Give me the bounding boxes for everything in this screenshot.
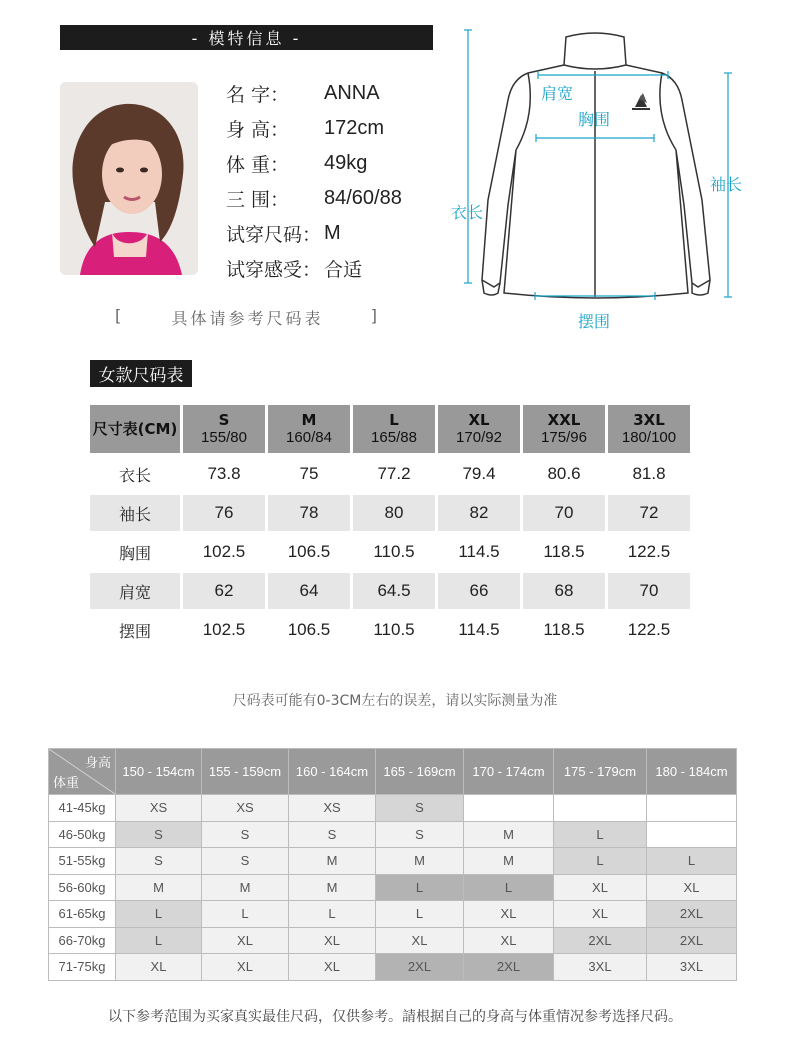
- size-cell: 102.5: [202, 620, 246, 639]
- model-photo: [60, 82, 198, 275]
- model-name-label: 名 字：: [226, 83, 290, 106]
- sleeve-length-label: 袖长: [710, 175, 743, 194]
- size-col-l-spec: 165/88: [371, 429, 417, 446]
- model-measurements-label: 三 围：: [226, 188, 290, 211]
- model-fit-feeling-value: 合适: [324, 258, 363, 281]
- hw-cell: XL: [554, 901, 647, 928]
- model-measurements-value: 84/60/88: [324, 186, 402, 209]
- hw-cell: XL: [376, 927, 464, 954]
- hw-height-col: 180 - 184cm: [647, 749, 737, 795]
- hw-cell: L: [116, 927, 202, 954]
- hw-cell: 2XL: [647, 901, 737, 928]
- model-height-row: [226, 114, 384, 142]
- hw-cell: S: [116, 821, 202, 848]
- size-table-header-row: [90, 405, 690, 453]
- hw-cell: 3XL: [554, 954, 647, 981]
- reference-disclaimer: 以下参考范围为买家真实最佳尺码，仅供参考。請根据自己的身高与体重情况参考选择尺码。: [108, 1009, 682, 1025]
- hem-label: 摆围: [578, 312, 611, 331]
- size-cell: 72: [608, 495, 690, 531]
- hw-weight-label: 71-75kg: [49, 954, 116, 981]
- hw-cell: M: [202, 874, 289, 901]
- size-col-xxl-spec: 175/96: [541, 429, 587, 446]
- model-weight-value: 49kg: [324, 151, 368, 174]
- model-fit-feeling-label: 试穿感受：: [226, 258, 322, 281]
- hw-cell: XS: [202, 795, 289, 822]
- hw-height-col: 170 - 174cm: [464, 749, 554, 795]
- size-cell: 77.2: [377, 464, 411, 483]
- hw-table-body: [49, 795, 737, 981]
- measurement-error-note: 尺码表可能有0-3CM左右的误差，请以实际测量为准: [232, 693, 558, 709]
- size-row-label: 肩宽: [90, 573, 180, 609]
- hw-height-col: 165 - 169cm: [376, 749, 464, 795]
- model-info-title: - 模特信息 -: [191, 29, 302, 48]
- size-cell: 114.5: [458, 620, 500, 639]
- size-cell: 122.5: [627, 620, 671, 639]
- size-col-l: [353, 405, 435, 453]
- hw-cell: 2XL: [647, 927, 737, 954]
- model-trial-size-row: [226, 219, 341, 247]
- model-trial-size-label: 试穿尺码：: [226, 223, 322, 246]
- size-col-l-name: L: [389, 411, 399, 429]
- hw-row: [49, 795, 737, 822]
- size-cell: 64: [268, 573, 350, 609]
- hw-row: [49, 874, 737, 901]
- brand-logo-icon: [632, 93, 650, 110]
- size-row-length: [90, 456, 690, 492]
- size-row-label: 胸围: [118, 543, 151, 563]
- hw-cell: XL: [464, 901, 554, 928]
- hw-cell: XL: [464, 927, 554, 954]
- hw-cell: S: [376, 821, 464, 848]
- size-row-label: 摆围: [118, 621, 151, 641]
- hw-cell: [647, 795, 737, 822]
- model-height-label: 身 高：: [226, 118, 290, 141]
- hw-cell: L: [116, 901, 202, 928]
- hw-cell: M: [464, 848, 554, 875]
- hw-cell: XL: [647, 874, 737, 901]
- hw-cell: 2XL: [464, 954, 554, 981]
- hw-weight-label: 61-65kg: [49, 901, 116, 928]
- hw-row: [49, 954, 737, 981]
- size-cell: 81.8: [632, 464, 666, 483]
- size-cell: 106.5: [287, 542, 331, 561]
- model-info-banner: [60, 25, 433, 50]
- height-weight-table: [48, 748, 737, 981]
- size-cell: 118.5: [543, 542, 585, 561]
- size-cell: 66: [438, 573, 520, 609]
- hw-cell: M: [289, 848, 376, 875]
- women-size-table-tag: [90, 360, 192, 387]
- size-reference-caption: [115, 306, 380, 329]
- size-cell: 75: [299, 464, 319, 483]
- hw-cell: [647, 821, 737, 848]
- size-col-3xl-spec: 180/100: [621, 429, 677, 446]
- hw-cell: [464, 795, 554, 822]
- hw-corner-cell: [49, 749, 116, 795]
- hw-cell: S: [376, 795, 464, 822]
- size-reference-open-bracket: [: [115, 306, 125, 325]
- size-col-xxl: [523, 405, 605, 453]
- size-cell: 110.5: [373, 542, 415, 561]
- model-trial-size-value: M: [324, 221, 341, 244]
- size-cell: 70: [608, 573, 690, 609]
- hw-cell: 2XL: [376, 954, 464, 981]
- hw-cell: S: [289, 821, 376, 848]
- size-col-s: [183, 405, 265, 453]
- size-cell: 118.5: [543, 620, 585, 639]
- size-col-xl-name: XL: [468, 411, 490, 429]
- size-col-m-spec: 160/84: [286, 429, 332, 446]
- hw-weight-label: 56-60kg: [49, 874, 116, 901]
- size-row-label: 衣长: [118, 465, 151, 485]
- model-weight-row: [226, 149, 367, 177]
- size-cell: 62: [183, 573, 265, 609]
- measurement-lines: [464, 30, 732, 300]
- hw-cell: L: [647, 848, 737, 875]
- hw-cell: XL: [289, 927, 376, 954]
- model-fit-feeling-row: [226, 254, 362, 282]
- size-cell: 122.5: [627, 542, 671, 561]
- hw-weight-label: 41-45kg: [49, 795, 116, 822]
- size-cell: 106.5: [287, 620, 331, 639]
- jacket-outline: [482, 33, 710, 298]
- hw-weight-label: 51-55kg: [49, 848, 116, 875]
- size-table-corner: 尺寸表(CM): [90, 405, 180, 453]
- chest-label: 胸围: [578, 110, 611, 129]
- hw-cell: M: [464, 821, 554, 848]
- model-weight-label: 体 重：: [226, 153, 290, 176]
- hw-cell: L: [376, 874, 464, 901]
- hw-height-col: 175 - 179cm: [554, 749, 647, 795]
- hw-cell: L: [202, 901, 289, 928]
- hw-height-col: 150 - 154cm: [116, 749, 202, 795]
- hw-row: [49, 848, 737, 875]
- size-cell: 80: [353, 495, 435, 531]
- women-size-table-title: 女款尺码表: [98, 366, 184, 386]
- size-cell: 82: [438, 495, 520, 531]
- hw-cell: L: [464, 874, 554, 901]
- size-row-sleeve: [90, 495, 690, 531]
- hw-cell: 3XL: [647, 954, 737, 981]
- hw-cell: XL: [202, 954, 289, 981]
- hw-row: [49, 901, 737, 928]
- size-col-m: [268, 405, 350, 453]
- hw-cell: L: [554, 848, 647, 875]
- hw-cell: XL: [554, 874, 647, 901]
- size-col-s-spec: 155/80: [201, 429, 247, 446]
- size-cell: 68: [523, 573, 605, 609]
- size-col-xl-spec: 170/92: [456, 429, 502, 446]
- hw-cell: 2XL: [554, 927, 647, 954]
- hw-header-row: [49, 749, 737, 795]
- hw-cell: XL: [116, 954, 202, 981]
- hw-cell: S: [202, 821, 289, 848]
- hw-cell: S: [202, 848, 289, 875]
- hw-weight-label: 46-50kg: [49, 821, 116, 848]
- hw-row: [49, 927, 737, 954]
- size-cell: 79.4: [462, 464, 496, 483]
- size-cell: 102.5: [202, 542, 246, 561]
- hw-cell: S: [116, 848, 202, 875]
- hw-cell: [554, 795, 647, 822]
- size-cell: 114.5: [458, 542, 500, 561]
- size-reference-close-bracket: ]: [370, 306, 380, 325]
- hw-corner-weight-label: 体重: [53, 776, 80, 791]
- hw-cell: XS: [289, 795, 376, 822]
- hw-height-col: 155 - 159cm: [202, 749, 289, 795]
- hw-cell: M: [376, 848, 464, 875]
- hw-cell: M: [289, 874, 376, 901]
- hw-height-col: 160 - 164cm: [289, 749, 376, 795]
- size-col-m-name: M: [301, 411, 317, 429]
- hw-weight-label: 66-70kg: [49, 927, 116, 954]
- size-row-shoulder: [90, 573, 690, 609]
- hw-cell: XL: [202, 927, 289, 954]
- size-row-label: 袖长: [90, 495, 180, 531]
- size-cell: 78: [268, 495, 350, 531]
- size-row-chest: [90, 534, 690, 570]
- size-reference-text: 具体请参考尺码表: [171, 309, 324, 328]
- women-size-table: [87, 402, 693, 651]
- hw-row: [49, 821, 737, 848]
- hw-cell: M: [116, 874, 202, 901]
- size-cell: 70: [523, 495, 605, 531]
- size-col-xxl-name: XXL: [547, 411, 581, 429]
- size-cell: 76: [183, 495, 265, 531]
- size-cell: 80.6: [547, 464, 581, 483]
- body-length-label: 衣长: [451, 203, 484, 222]
- size-col-xl: [438, 405, 520, 453]
- size-col-3xl-name: 3XL: [633, 411, 665, 429]
- model-measurements-row: [226, 184, 402, 212]
- size-cell: 73.8: [207, 464, 241, 483]
- size-cell: 110.5: [373, 620, 415, 639]
- hw-corner-height-label: 身高: [84, 756, 111, 771]
- hw-cell: XL: [289, 954, 376, 981]
- size-cell: 64.5: [353, 573, 435, 609]
- size-col-3xl: [608, 405, 690, 453]
- hw-cell: L: [554, 821, 647, 848]
- hw-cell: L: [376, 901, 464, 928]
- shoulder-width-label: 肩宽: [541, 84, 574, 103]
- model-name-row: [226, 79, 380, 107]
- hw-cell: XS: [116, 795, 202, 822]
- hw-cell: L: [289, 901, 376, 928]
- model-height-value: 172cm: [324, 116, 385, 139]
- model-portrait-image: [60, 82, 198, 275]
- size-col-s-name: S: [218, 411, 230, 429]
- model-name-value: ANNA: [324, 81, 380, 104]
- size-row-hem: [90, 612, 690, 648]
